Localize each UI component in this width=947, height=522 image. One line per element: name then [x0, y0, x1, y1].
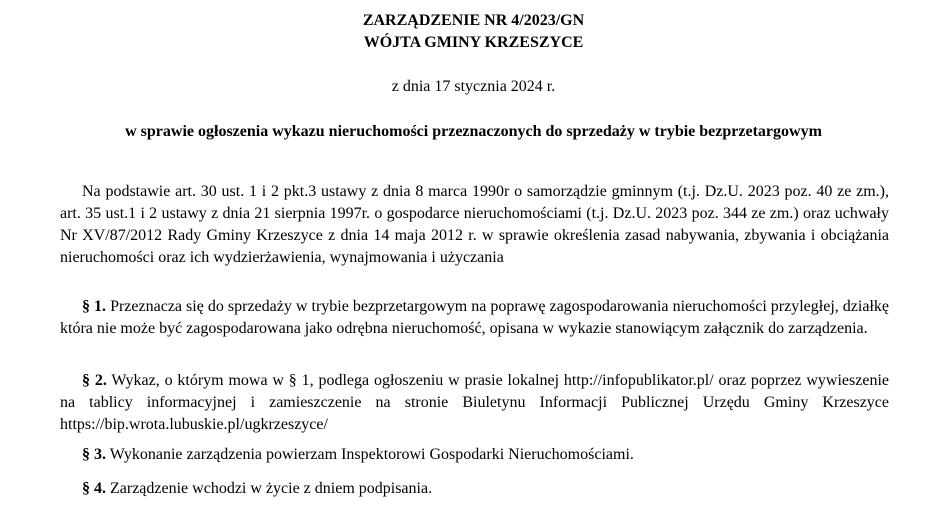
document-subject: w sprawie ogłoszenia wykazu nieruchomości przeznaczonych do sprzedaży w trybie bezprzetargowym [125, 123, 822, 140]
paragraph-4 [60, 478, 889, 500]
paragraph-3-number: § 3. [82, 446, 106, 463]
paragraph-1-text: Przeznacza się do sprzedaży w trybie bezprzetargowym na poprawę zagospodarowania nieruchomości przyległej, działkę która nie może być zagospodarowana jako odrębna nieruchomość, opisana w wykazie stanowiącym załącznik do zarządzenia. [60, 298, 890, 337]
document-date: z dnia 17 stycznia 2024 r. [391, 78, 556, 95]
legal-basis-paragraph: Na podstawie art. 30 ust. 1 i 2 pkt.3 ustawy z dnia 8 marca 1990r o samorządzie gminnym (t.j. Dz.U. 2023 poz. 40 ze zm.), art. 35 ust.1 i 2 ustawy z dnia 21 sierpnia 1997r. o gospodarce nieruchomościami (t.j. Dz.U. 2023 poz. 344 ze zm.) oraz uchwały Nr XV/87/2012 Rady Gminy Krzeszyce z dnia 14 maja 2012 r. w sprawie określenia zasad nabywania, zbywania i obciążania nieruchomości oraz ich wydzierżawienia, wynajmowania i użyczania [60, 183, 889, 266]
paragraph-3 [60, 444, 889, 466]
paragraph-4-text: Zarządzenie wchodzi w życie z dniem podpisania. [106, 480, 433, 497]
paragraph-1-number: § 1. [82, 298, 107, 315]
paragraph-2-number: § 2. [82, 372, 107, 389]
document-title: ZARZĄDZENIE NR 4/2023/GN [362, 12, 585, 29]
paragraph-1 [60, 296, 889, 340]
paragraph-3-text: Wykonanie zarządzenia powierzam Inspektorowi Gospodarki Nieruchomościami. [106, 446, 634, 463]
paragraph-4-number: § 4. [82, 480, 106, 497]
paragraph-2-text: Wykaz, o którym mowa w § 1, podlega ogłoszeniu w prasie lokalnej http://infopublikator.pl/ oraz poprzez wywieszenie na tablicy informacyjnej i zamieszczenie na stronie Biuletynu Informacji Publicznej Urzędu Gminy Krzeszyce https://bip.wrota.lubuskie.pl/ugkrzeszyce/ [60, 372, 890, 433]
document-issuer: WÓJTA GMINY KRZESZYCE [363, 34, 584, 51]
paragraph-2 [60, 370, 889, 436]
